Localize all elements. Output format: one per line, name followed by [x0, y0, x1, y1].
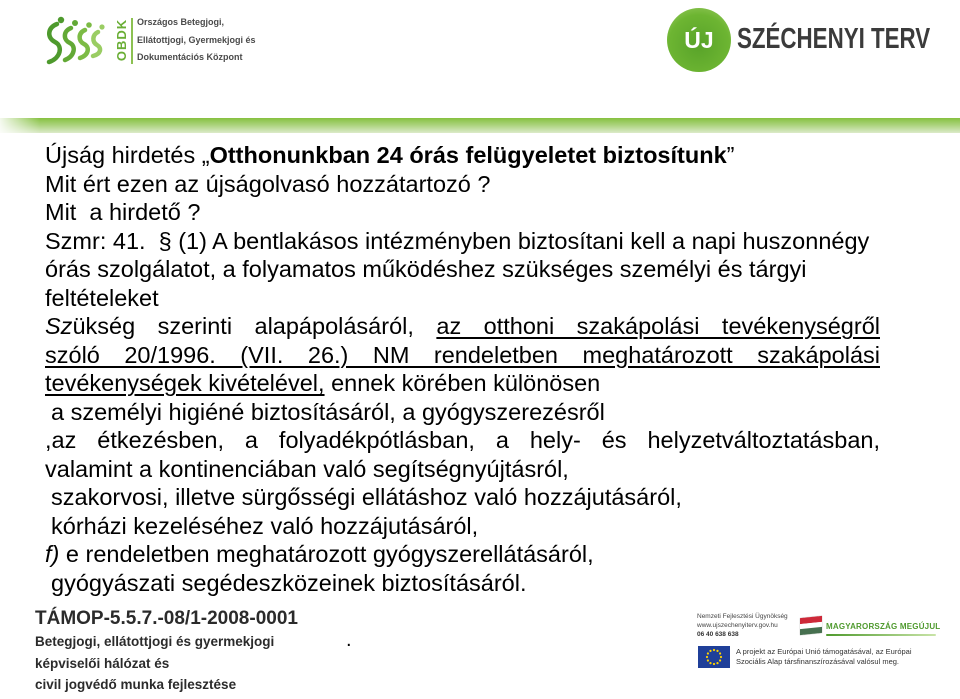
- project-title-line-1: Betegjogi, ellátottjogi és gyermekjogi: [35, 634, 275, 649]
- regulation-line-3: feltételeket: [45, 284, 159, 311]
- care-item-medication-label: f): [45, 541, 60, 567]
- obdk-logo: [0, 0, 300, 80]
- obdk-name-line-1: Országos Betegjogi,: [137, 17, 225, 27]
- regulation-line-4-italic: Sz: [45, 313, 73, 339]
- szechenyi-terv-wordmark: SZÉCHENYI TERV: [737, 23, 931, 55]
- regulation-line-5-underlined: szóló 20/1996. (VII. 26.) NM rendeletben meghatározott szakápolási: [45, 341, 880, 368]
- regulation-line-6-underlined: tevékenységek kivételével,: [45, 370, 325, 396]
- project-title-line-3: civil jogvédő munka fejlesztése: [35, 677, 237, 692]
- care-item-hygiene: a személyi higiéné biztosításáról, a gyógyszerezésről: [51, 398, 605, 425]
- obdk-abbreviation: OBDK: [114, 18, 129, 62]
- nfu-name: Nemzeti Fejlesztési Ügynökség: [697, 613, 788, 620]
- eu-funding-notice-line-2: Szociális Alap társfinanszírozásával valósul meg.: [736, 657, 899, 666]
- ad-headline-slogan: Otthonunkban 24 órás felügyeletet biztosítunk: [209, 142, 727, 168]
- regulation-line-2: órás szolgálatot, a folyamatos működéshez szükséges személyi és tárgyi: [45, 256, 807, 282]
- obdk-emblem-icon: [45, 14, 113, 66]
- regulation-line-5: [45, 341, 880, 370]
- project-title-line-2: képviselői hálózat és: [35, 656, 170, 671]
- question-reader: Mit ért ezen az újságolvasó hozzátartozó ?: [45, 170, 491, 197]
- care-item-feeding: ,az étkezésben, a folyadékpótlásban, a hely- és helyzetváltoztatásban,: [45, 427, 880, 453]
- partner-logos: [690, 604, 952, 692]
- ad-headline-suffix: ”: [726, 142, 735, 168]
- question-advertiser: Mit a hirdető ?: [45, 199, 201, 225]
- project-code: TÁMOP-5.5.7.-08/1-2008-0001: [35, 608, 298, 629]
- nfu-phone: 06 40 638 638: [697, 631, 739, 638]
- obdk-name-line-3: Dokumentációs Központ: [137, 52, 243, 62]
- nfu-url: www.ujszechenyiterv.gov.hu: [697, 622, 778, 629]
- separator-dot: .: [346, 629, 352, 651]
- header-divider-bar: [0, 118, 960, 133]
- ad-headline-prefix: Újság hirdetés „: [45, 142, 210, 168]
- szechenyi-terv-logo: [660, 0, 950, 80]
- hungarian-flag-icon: [800, 616, 822, 635]
- slogan-swoosh: [826, 634, 936, 636]
- care-item-hospital: kórházi kezeléséhez való hozzájutásáról,: [51, 512, 479, 539]
- slide-body: [45, 141, 880, 597]
- uj-badge: ÚJ: [667, 8, 731, 72]
- care-item-continence: valamint a kontinenciában való segítségnyújtásról,: [45, 455, 569, 482]
- eu-flag-icon: [698, 646, 730, 668]
- care-item-medication: [45, 540, 880, 569]
- care-item-specialist: szakorvosi, illetve sürgősségi ellátáshoz való hozzájutásáról,: [51, 484, 682, 510]
- obdk-separator-line: [131, 18, 133, 64]
- regulation-line-6-plain: ennek körében különösen: [324, 370, 601, 396]
- regulation-line-6: [45, 369, 880, 398]
- regulation-line-4-underlined: az otthoni szakápolási tevékenységről: [436, 313, 880, 339]
- eu-funding-notice-line-1: A projekt az Európai Unió támogatásával, az Európai: [736, 647, 912, 656]
- regulation-line-4: [45, 312, 880, 341]
- obdk-name-line-2: Ellátottjogi, Gyermekjogi és: [137, 35, 256, 45]
- regulation-line-1: Szmr: 41. § (1) A bentlakásos intézményben biztosítani kell a napi huszonnégy: [45, 227, 870, 254]
- care-item-medication-text: e rendeletben meghatározott gyógyszerellátásáról,: [59, 541, 594, 567]
- care-item-aids: gyógyászati segédeszközeinek biztosításáról.: [51, 569, 527, 596]
- magyarorszag-megujul-slogan: MAGYARORSZÁG MEGÚJUL: [826, 622, 941, 631]
- regulation-line-4-plain: ükség szerinti alapápolásáról,: [72, 313, 437, 339]
- ad-headline: [45, 141, 880, 170]
